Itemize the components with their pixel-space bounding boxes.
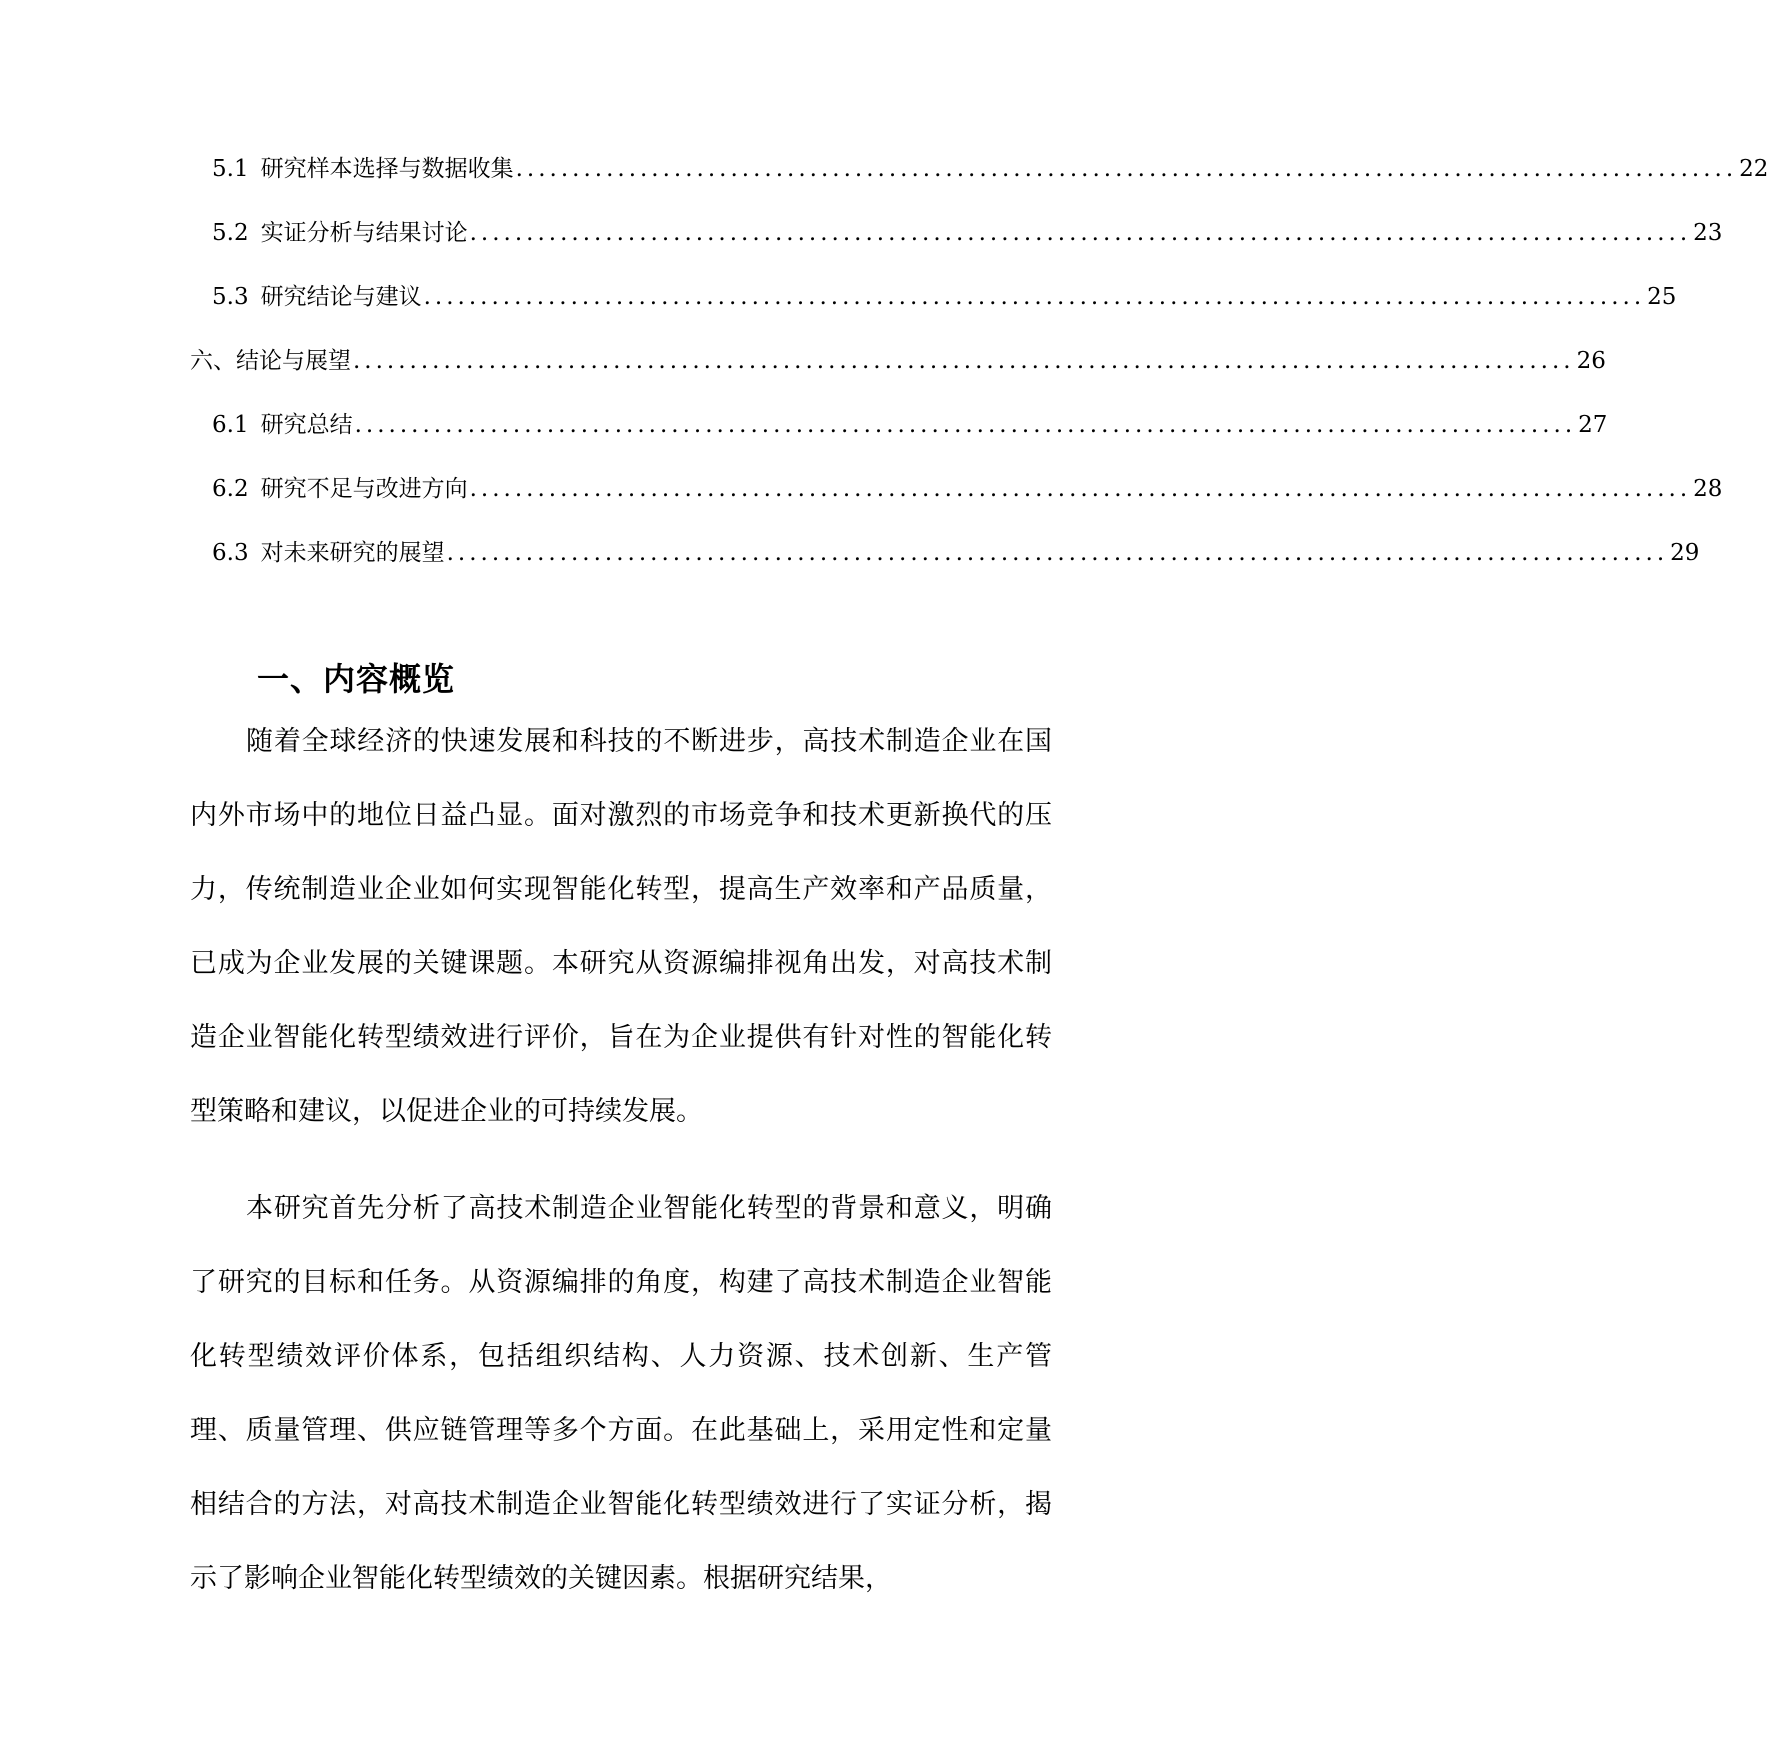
toc-leader-dots: ............................................................................................................ xyxy=(354,412,1577,438)
toc-entry-page: 27 xyxy=(1578,412,1608,438)
toc-entry-page: 25 xyxy=(1647,284,1677,310)
toc-entry-number: 5.3 xyxy=(212,284,249,310)
toc-entry-number: 6.3 xyxy=(212,540,249,566)
toc-entry-number: 5.1 xyxy=(212,156,249,182)
toc-entry-number: 5.2 xyxy=(212,220,249,246)
toc-entry-chapter-6[interactable] xyxy=(190,342,1606,378)
toc-leader-dots: ............................................................................................................ xyxy=(353,348,1575,374)
toc-entry-page: 28 xyxy=(1693,476,1723,502)
toc-entry-title: 研究样本选择与数据收集 xyxy=(260,156,514,182)
toc-entry-page: 22 xyxy=(1739,156,1768,182)
toc-entry-number: 6.2 xyxy=(212,476,249,502)
section-heading: 一、内容概览 xyxy=(257,660,456,699)
toc-entry-number: 6.1 xyxy=(212,412,249,438)
toc-entry-page: 26 xyxy=(1576,348,1606,374)
toc-entry-6-1[interactable] xyxy=(212,406,1608,442)
toc-entry-title: 对未来研究的展望 xyxy=(260,540,445,566)
toc-entry-title: 六、结论与展望 xyxy=(190,348,351,374)
toc-entry-title: 研究不足与改进方向 xyxy=(260,476,468,502)
toc-entry-6-3[interactable] xyxy=(212,534,1700,570)
toc-leader-dots: ............................................................................................................ xyxy=(469,220,1692,246)
toc-entry-page: 29 xyxy=(1670,540,1700,566)
toc-entry-5-2[interactable] xyxy=(212,214,1723,250)
toc-leader-dots: ............................................................................................................ xyxy=(446,540,1669,566)
toc-leader-dots: ............................................................................................................ xyxy=(469,476,1692,502)
toc-entry-6-2[interactable] xyxy=(212,470,1723,506)
toc-entry-5-3[interactable] xyxy=(212,278,1677,314)
toc-entry-5-1[interactable] xyxy=(212,150,1768,186)
toc-entry-title: 研究总结 xyxy=(260,412,353,438)
toc-entry-page: 23 xyxy=(1693,220,1723,246)
toc-leader-dots: ............................................................................................................ xyxy=(423,284,1646,310)
body-paragraph: 随着全球经济的快速发展和科技的不断进步，高技术制造企业在国内外市场中的地位日益凸显。面对激烈的市场竞争和技术更新换代的压力，传统制造业企业如何实现智能化转型，提高生产效率和产品质量，已成为企业发展的关键课题。本研究从资源编排视角出发，对高技术制造企业智能化转型绩效进行评价，旨在为企业提供有针对性的智能化转型策略和建议，以促进企业的可持续发展。 xyxy=(190,726,1052,1127)
toc-entry-title: 实证分析与结果讨论 xyxy=(260,220,468,246)
toc-entry-title: 研究结论与建议 xyxy=(260,284,422,310)
body-paragraph: 本研究首先分析了高技术制造企业智能化转型的背景和意义，明确了研究的目标和任务。从资源编排的角度，构建了高技术制造企业智能化转型绩效评价体系，包括组织结构、人力资源、技术创新、生产管理、质量管理、供应链管理等多个方面。在此基础上，采用定性和定量相结合的方法，对高技术制造企业智能化转型绩效进行了实证分析，揭示了影响企业智能化转型绩效的关键因素。根据研究结果， xyxy=(190,1193,1052,1594)
toc-leader-dots: ............................................................................................................ xyxy=(515,156,1738,182)
